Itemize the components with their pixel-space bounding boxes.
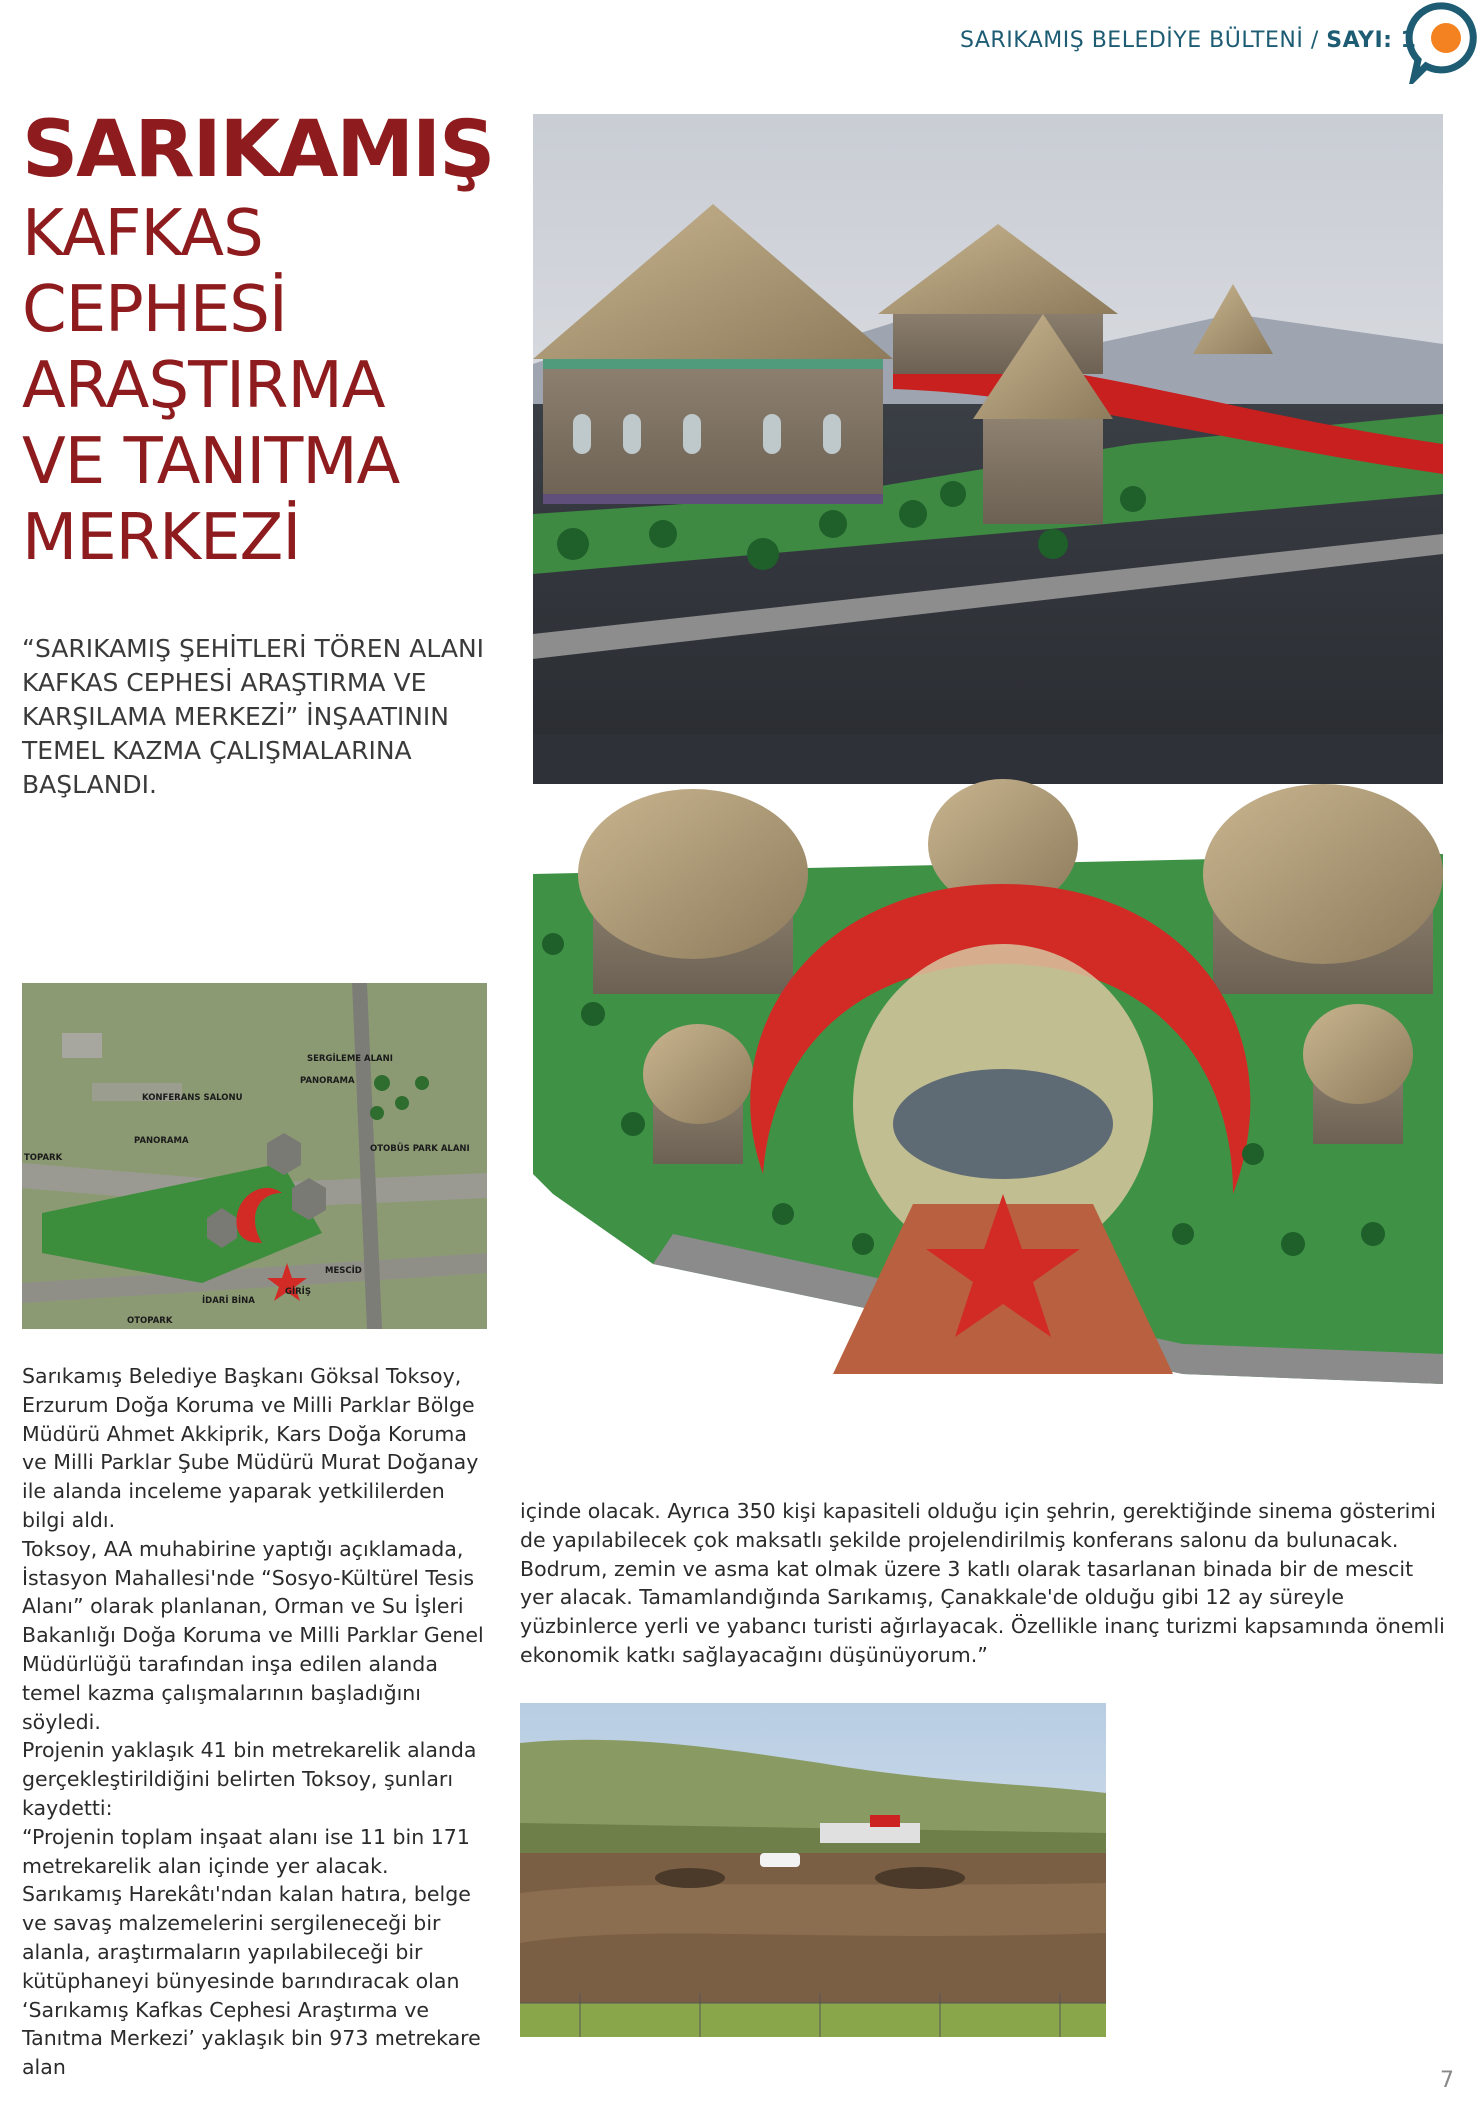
body-paragraph: Sarıkamış Belediye Başkanı Göksal Toksoy, Erzurum Doğa Koruma ve Milli Parklar Bölge Müdürü Ahmet Akkiprik, Kars Doğa Koruma ve Milli Parklar Şube Müdürü Murat Doğanay ile alanda inceleme yaparak yetkililerden bilgi aldı. [22, 1364, 479, 1532]
issue-number: SAYI: 1 [1326, 28, 1417, 53]
map-label-otopark: OTOPARK [127, 1316, 173, 1326]
subtitle-line: KAFKAS [22, 197, 263, 271]
site-plan-map-image [22, 983, 487, 1329]
body-paragraph: Projenin yaklaşık 41 bin metrekarelik alanda gerçekleştirildiğini belirten Toksoy, şunları kaydetti: [22, 1738, 477, 1820]
map-label-otobus: OTOBÜS PARK ALANI [370, 1144, 470, 1154]
subtitle-line: ARAŞTIRMA [22, 349, 385, 423]
header-separator: / [1303, 28, 1327, 53]
map-label-sergileme: SERGİLEME ALANI [307, 1054, 393, 1064]
body-text-left-column [22, 1362, 492, 2082]
map-label-mescid: MESCİD [325, 1266, 362, 1276]
body-paragraph: “Projenin toplam inşaat alanı ise 11 bin 171 metrekarelik alan içinde yer alacak. Sarıkamış Harekâtı'ndan kalan hatıra, belge ve savaş malzemelerini sergileneceği bir alanla, araştırmaların yapılabileceği bir kütüphaneyi bünyesinde barındıracak olan ‘Sarıkamış Kafkas Cephesi Araştırma ve Tanıtma Merkezi’ yaklaşık bin 973 metrekare alan [22, 1824, 481, 2080]
architectural-render-image [533, 114, 1443, 1434]
map-label-konferans: KONFERANS SALONU [142, 1093, 243, 1103]
subtitle-line: VE TANITMA [22, 425, 400, 499]
map-label-panorama: PANORAMA [134, 1136, 189, 1146]
article-title: SARIKAMIŞ [22, 105, 494, 195]
map-label-topark: TOPARK [24, 1153, 63, 1163]
map-label-giris: GİRİŞ [285, 1287, 311, 1297]
body-paragraph: Toksoy, AA muhabirine yaptığı açıklamada, İstasyon Mahallesi'nde “Sosyo-Kültürel Tesis Alanı” olarak planlanan, Orman ve Su İşleri Bakanlığı Doğa Koruma ve Milli Parklar Genel Müdürlüğü tarafından inşa edilen alanda temel kazma çalışmalarının başladığını söyledi. [22, 1536, 484, 1734]
body-paragraph: içinde olacak. Ayrıca 350 kişi kapasiteli olduğu için şehrin, gerektiğinde sinema gösterimi de yapılabilecek çok maksatlı şekilde projelendirilmiş konferans salonu da bulunacak. Bodrum, zemin ve asma kat olmak üzere 3 katlı olarak tasarlanan binada bir de mescit yer alacak. Tamamlandığında Sarıkamış, Çanakkale'de olduğu gibi 12 ay süreyle yüzbinlerce yerli ve yabancı turisti ağırlayacak. Özellikle inanç turizmi kapsamında önemli ekonomik katkı sağlayacağını düşünüyorum.” [520, 1499, 1445, 1667]
map-label-idari: İDARİ BİNA [202, 1296, 255, 1306]
page-number: 7 [1440, 2068, 1454, 2093]
construction-site-photo [520, 1703, 1106, 2037]
speech-bubble-logo-icon [1404, 0, 1483, 84]
bulletin-name: SARIKAMIŞ BELEDİYE BÜLTENİ [960, 28, 1304, 53]
body-text-right-column [520, 1497, 1450, 1670]
subtitle-line: CEPHESİ [22, 273, 287, 347]
lead-paragraph: “SARIKAMIŞ ŞEHİTLERİ TÖREN ALANI KAFKAS CEPHESİ ARAŞTIRMA VE KARŞILAMA MERKEZİ” İNŞAATININ TEMEL KAZMA ÇALIŞMALARINA BAŞLANDI. [22, 634, 485, 799]
map-label-panorama: PANORAMA [300, 1076, 355, 1086]
subtitle-line: MERKEZİ [22, 501, 301, 575]
bulletin-header [960, 28, 1417, 62]
article-subtitle [22, 196, 502, 576]
